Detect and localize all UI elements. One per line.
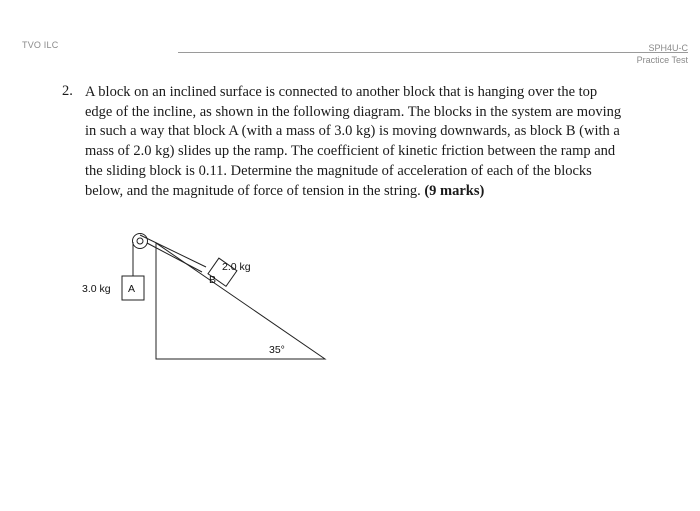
- block-a-mass-label: 3.0 kg: [82, 283, 111, 295]
- question-number: 2.: [62, 83, 73, 99]
- question-text: A block on an inclined surface is connected to another block that is hanging over the top edge of the incline, as shown in the following diagram. The blocks in the system are moving in such a way that block A (with a mass of 3.0 kg) is moving downwards, as block B (with a mass of 2.0 kg) slides up the ramp. The coefficient of kinetic friction between the ramp and the sliding block is 0.11. Determine the magnitude of acceleration of each of the blocks below, and the magnitude of force of tension in the string.: [85, 84, 622, 199]
- angle-label: 35°: [269, 344, 285, 356]
- pulley-bracket-bottom: [147, 243, 202, 272]
- header-doc-type: Practice Test: [636, 55, 688, 65]
- pulley-bracket-top: [140, 235, 206, 267]
- header-course: SPH4U-C: [648, 43, 688, 53]
- question-marks: (9 marks): [424, 182, 485, 199]
- block-b-mass-label: 2.0 kg: [222, 261, 251, 273]
- pulley: [133, 234, 148, 249]
- block-b-letter: B: [209, 274, 217, 286]
- pulley-hub: [137, 238, 143, 244]
- block-a-letter: A: [128, 283, 136, 295]
- header-org: TVO ILC: [22, 40, 59, 50]
